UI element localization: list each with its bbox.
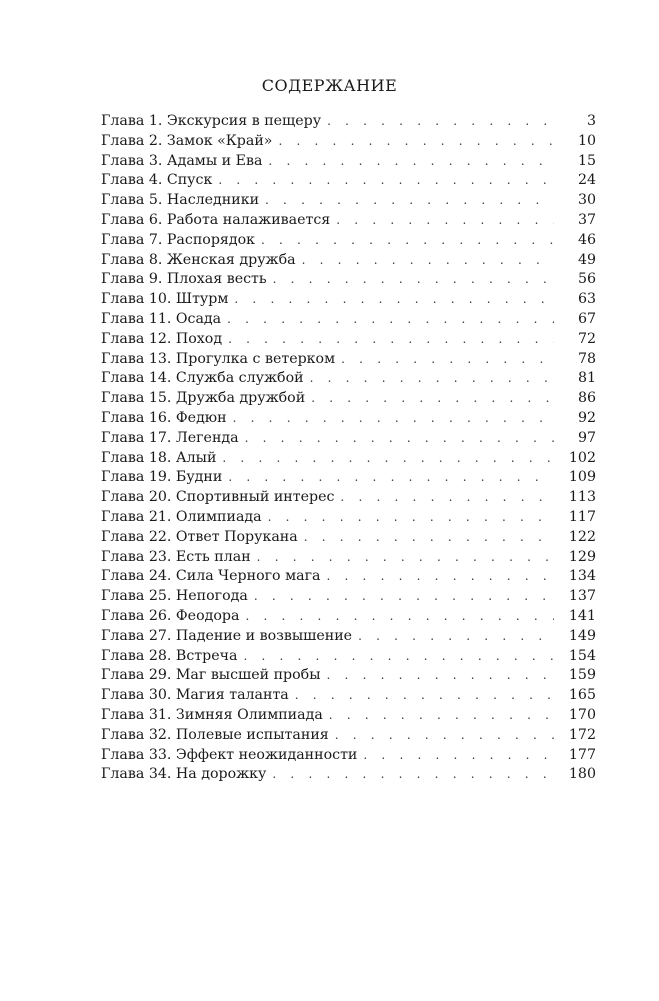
page-number: 46 [577,231,596,248]
chapter-title: Глава 1. Экскурсия в пещеру [101,113,322,129]
toc-entry[interactable] [101,270,596,290]
toc-entry[interactable] [101,528,596,548]
chapter-title: Глава 27. Падение и возвышение [101,627,353,644]
chapter-title: Глава 13. Прогулка с ветерком [101,350,336,367]
toc-entry[interactable] [101,211,596,231]
chapter-title: Глава 7. Распорядок [101,231,255,248]
toc-entry[interactable] [101,726,596,746]
chapter-title: Глава 6. Работа налаживается [101,211,331,228]
page-number: 102 [568,449,596,466]
page-number: 92 [577,409,596,426]
toc-entry[interactable] [101,607,596,627]
page-number: 159 [568,667,596,684]
page-number: 30 [577,192,596,209]
dot-leader [311,389,554,409]
chapter-title: Глава 22. Ответ Порукана [101,528,298,545]
dot-leader [228,468,554,488]
dot-leader [327,112,554,132]
dot-leader [233,409,554,429]
chapter-title: Глава 21. Олимпиада [101,508,262,525]
dot-leader [261,231,554,251]
dot-leader [243,647,554,667]
dot-leader [228,330,554,350]
page-number: 165 [568,687,596,704]
dot-leader [327,567,555,587]
page-number: 49 [577,251,596,268]
toc-entry[interactable] [101,171,596,191]
page-number: 3 [586,113,596,129]
toc-entry[interactable] [101,389,596,409]
dot-leader [268,508,554,528]
toc-entry[interactable] [101,231,596,251]
page-number: 97 [577,429,596,446]
chapter-title: Глава 28. Встреча [101,647,238,664]
toc-entry[interactable] [101,449,596,469]
page-number: 137 [568,588,596,605]
toc-entry[interactable] [101,251,596,271]
toc-entry[interactable] [101,350,596,370]
toc-entry[interactable] [101,429,596,449]
dot-leader [310,369,554,389]
dot-leader [227,310,554,330]
chapter-title: Глава 34. На дорожку [101,766,267,783]
chapter-title: Глава 33. Эффект неожиданности [101,746,358,763]
chapter-title: Глава 9. Плохая весть [101,271,267,288]
page-number: 134 [568,568,596,585]
table-of-contents [101,112,596,785]
dot-leader [257,548,554,568]
toc-entry[interactable] [101,587,596,607]
chapter-title: Глава 8. Женская дружба [101,251,296,268]
dot-leader [273,270,554,290]
toc-entry[interactable] [101,468,596,488]
toc-entry[interactable] [101,152,596,172]
page-number: 63 [577,291,596,308]
dot-leader [268,152,554,172]
dot-leader [234,290,554,310]
page-number: 154 [568,647,596,664]
dot-leader [336,211,554,231]
dot-leader [218,171,554,191]
page-number: 67 [577,310,596,327]
toc-entry[interactable] [101,686,596,706]
toc-entry[interactable] [101,132,596,152]
dot-leader [278,132,554,152]
chapter-title: Глава 3. Адамы и Ева [101,152,263,169]
page-number: 177 [568,746,596,763]
chapter-title: Глава 12. Поход [101,330,223,347]
toc-entry[interactable] [101,567,596,587]
toc-entry[interactable] [101,310,596,330]
dot-leader [363,746,554,766]
page-number: 24 [577,172,596,189]
chapter-title: Глава 11. Осада [101,310,222,327]
page-number: 141 [568,607,596,624]
chapter-title: Глава 15. Дружба дружбой [101,390,306,407]
page-title: СОДЕРЖАНИЕ [261,76,398,95]
toc-entry[interactable] [101,627,596,647]
toc-entry[interactable] [101,369,596,389]
chapter-title: Глава 4. Спуск [101,172,213,189]
page-number: 15 [577,152,596,169]
dot-leader [302,251,554,271]
page-number: 109 [568,469,596,486]
toc-entry[interactable] [101,746,596,766]
toc-entry[interactable] [101,409,596,429]
dot-leader [329,706,554,726]
dot-leader [245,607,554,627]
toc-entry[interactable] [101,666,596,686]
toc-entry[interactable] [101,290,596,310]
dot-leader [358,627,554,647]
page-number: 78 [577,350,596,367]
dot-leader [272,765,554,785]
toc-entry[interactable] [101,548,596,568]
page-number: 122 [568,528,596,545]
dot-leader [304,528,554,548]
dot-leader [327,666,554,686]
page-number: 172 [568,726,596,743]
chapter-title: Глава 2. Замок «Край» [101,132,273,149]
chapter-title: Глава 25. Непогода [101,588,248,605]
toc-entry[interactable] [101,706,596,726]
chapter-title: Глава 30. Магия таланта [101,687,289,704]
dot-leader [341,350,554,370]
chapter-title: Глава 24. Сила Черного мага [101,568,321,585]
page-number: 180 [568,766,596,783]
dot-leader [335,726,554,746]
dot-leader [222,449,554,469]
chapter-title: Глава 10. Штурм [101,291,229,308]
toc-entry[interactable] [101,191,596,211]
page-number: 86 [577,390,596,407]
chapter-title: Глава 17. Легенда [101,429,239,446]
chapter-title: Глава 16. Федюн [101,409,227,426]
page-number: 170 [568,706,596,723]
chapter-title: Глава 32. Полевые испытания [101,726,329,743]
chapter-title: Глава 5. Наследники [101,192,260,209]
chapter-title: Глава 20. Спортивный интерес [101,489,335,506]
toc-entry[interactable] [101,765,596,785]
chapter-title: Глава 14. Служба службой [101,370,304,387]
toc-entry[interactable] [101,488,596,508]
page-number: 117 [568,508,596,525]
page-number: 37 [577,211,596,228]
dot-leader [265,191,554,211]
chapter-title: Глава 31. Зимняя Олимпиада [101,706,323,723]
chapter-title: Глава 19. Будни [101,469,223,486]
page-number: 56 [577,271,596,288]
chapter-title: Глава 29. Маг высшей пробы [101,667,321,684]
page-number: 129 [568,548,596,565]
chapter-title: Глава 26. Феодора [101,607,240,624]
page-number: 81 [577,370,596,387]
dot-leader [254,587,554,607]
toc-entry[interactable] [101,112,596,132]
page-number: 113 [568,489,596,506]
dot-leader [340,488,554,508]
dot-leader [295,686,554,706]
toc-entry[interactable] [101,330,596,350]
chapter-title: Глава 18. Алый [101,449,217,466]
chapter-title: Глава 23. Есть план [101,548,251,565]
page-number: 10 [577,132,596,149]
page-number: 72 [577,330,596,347]
dot-leader [245,429,554,449]
page-number: 149 [568,627,596,644]
toc-entry[interactable] [101,647,596,667]
toc-entry[interactable] [101,508,596,528]
